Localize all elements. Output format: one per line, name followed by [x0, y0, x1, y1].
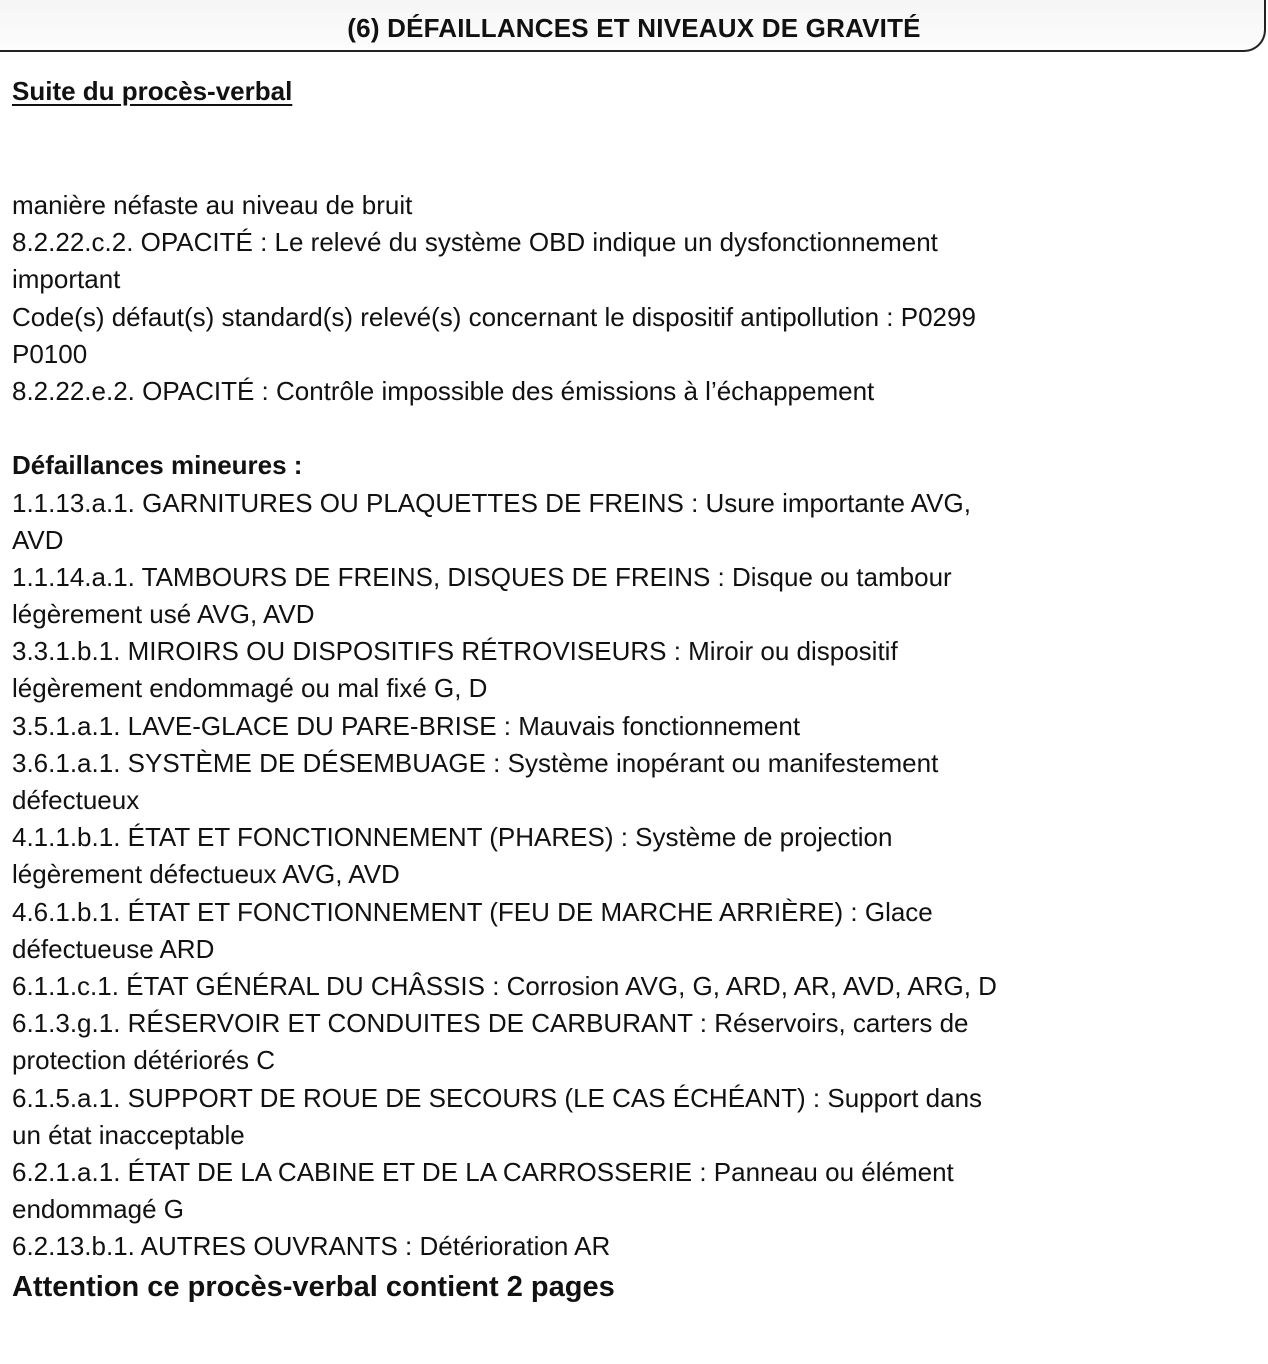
defect-line: endommagé G [12, 1194, 184, 1225]
text-line: 8.2.22.e.2. OPACITÉ : Contrôle impossible des émissions à l’échappement [12, 375, 875, 406]
defect-line: 1.1.14.a.1. TAMBOURS DE FREINS, DISQUES DE FREINS : Disque ou tambour [12, 561, 952, 592]
defect-line: 6.1.5.a.1. SUPPORT DE ROUE DE SECOURS (LE CAS ÉCHÉANT) : Support dans [12, 1082, 983, 1113]
defect-line: 3.5.1.a.1. LAVE-GLACE DU PARE-BRISE : Mauvais fonctionnement [12, 710, 801, 741]
defect-line: 3.6.1.a.1. SYSTÈME DE DÉSEMBUAGE : Système inopérant ou manifestement [12, 747, 939, 778]
defect-line: 6.2.1.a.1. ÉTAT DE LA CABINE ET DE LA CARROSSERIE : Panneau ou élément [12, 1156, 954, 1187]
minor-defects-heading: Défaillances mineures : [12, 450, 303, 481]
defect-line: légèrement usé AVG, AVD [12, 599, 315, 630]
page-count-warning: Attention ce procès-verbal contient 2 pages [12, 1271, 615, 1303]
minor-defects-section [12, 447, 1252, 1265]
text-line: 8.2.22.c.2. OPACITÉ : Le relevé du système OBD indique un dysfonctionnement [12, 227, 938, 258]
text-line: manière néfaste au niveau de bruit [12, 190, 413, 220]
page-subtitle: Suite du procès-verbal [12, 76, 293, 106]
spacer [12, 410, 1252, 447]
defect-line: légèrement défectueux AVG, AVD [12, 859, 400, 890]
defect-line: 4.1.1.b.1. ÉTAT ET FONCTIONNEMENT (PHARES) : Système de projection [12, 822, 893, 853]
text-line: important [12, 264, 121, 295]
report-content [12, 187, 1252, 1265]
defect-line: 3.3.1.b.1. MIROIRS OU DISPOSITIFS RÉTROVISEURS : Miroir ou dispositif [12, 636, 898, 667]
section-title: (6) DÉFAILLANCES ET NIVEAUX DE GRAVITÉ [347, 13, 921, 43]
defect-line: 1.1.13.a.1. GARNITURES OU PLAQUETTES DE FREINS : Usure importante AVG, [12, 487, 971, 518]
defect-line: défectueux [12, 785, 140, 815]
defect-line: 6.2.13.b.1. AUTRES OUVRANTS : Détérioration AR [12, 1231, 611, 1262]
defect-line: 6.1.3.g.1. RÉSERVOIR ET CONDUITES DE CARBURANT : Réservoirs, carters de [12, 1008, 969, 1039]
defect-line: AVD [12, 524, 64, 555]
defect-line: défectueuse ARD [12, 933, 215, 964]
text-line: P0100 [12, 338, 88, 369]
defect-line: légèrement endommagé ou mal fixé G, D [12, 673, 488, 704]
defect-line: 6.1.1.c.1. ÉTAT GÉNÉRAL DU CHÂSSIS : Corrosion AVG, G, ARD, AR, AVD, ARG, D [12, 970, 997, 1001]
text-line: Code(s) défaut(s) standard(s) relevé(s) concernant le dispositif antipollution : P0299 [12, 301, 976, 332]
defect-line: protection détériorés C [12, 1045, 276, 1076]
defect-line: 4.6.1.b.1. ÉTAT ET FONCTIONNEMENT (FEU DE MARCHE ARRIÈRE) : Glace [12, 896, 933, 927]
continued-defects-block [12, 187, 1252, 410]
defect-line: un état inacceptable [12, 1119, 245, 1150]
